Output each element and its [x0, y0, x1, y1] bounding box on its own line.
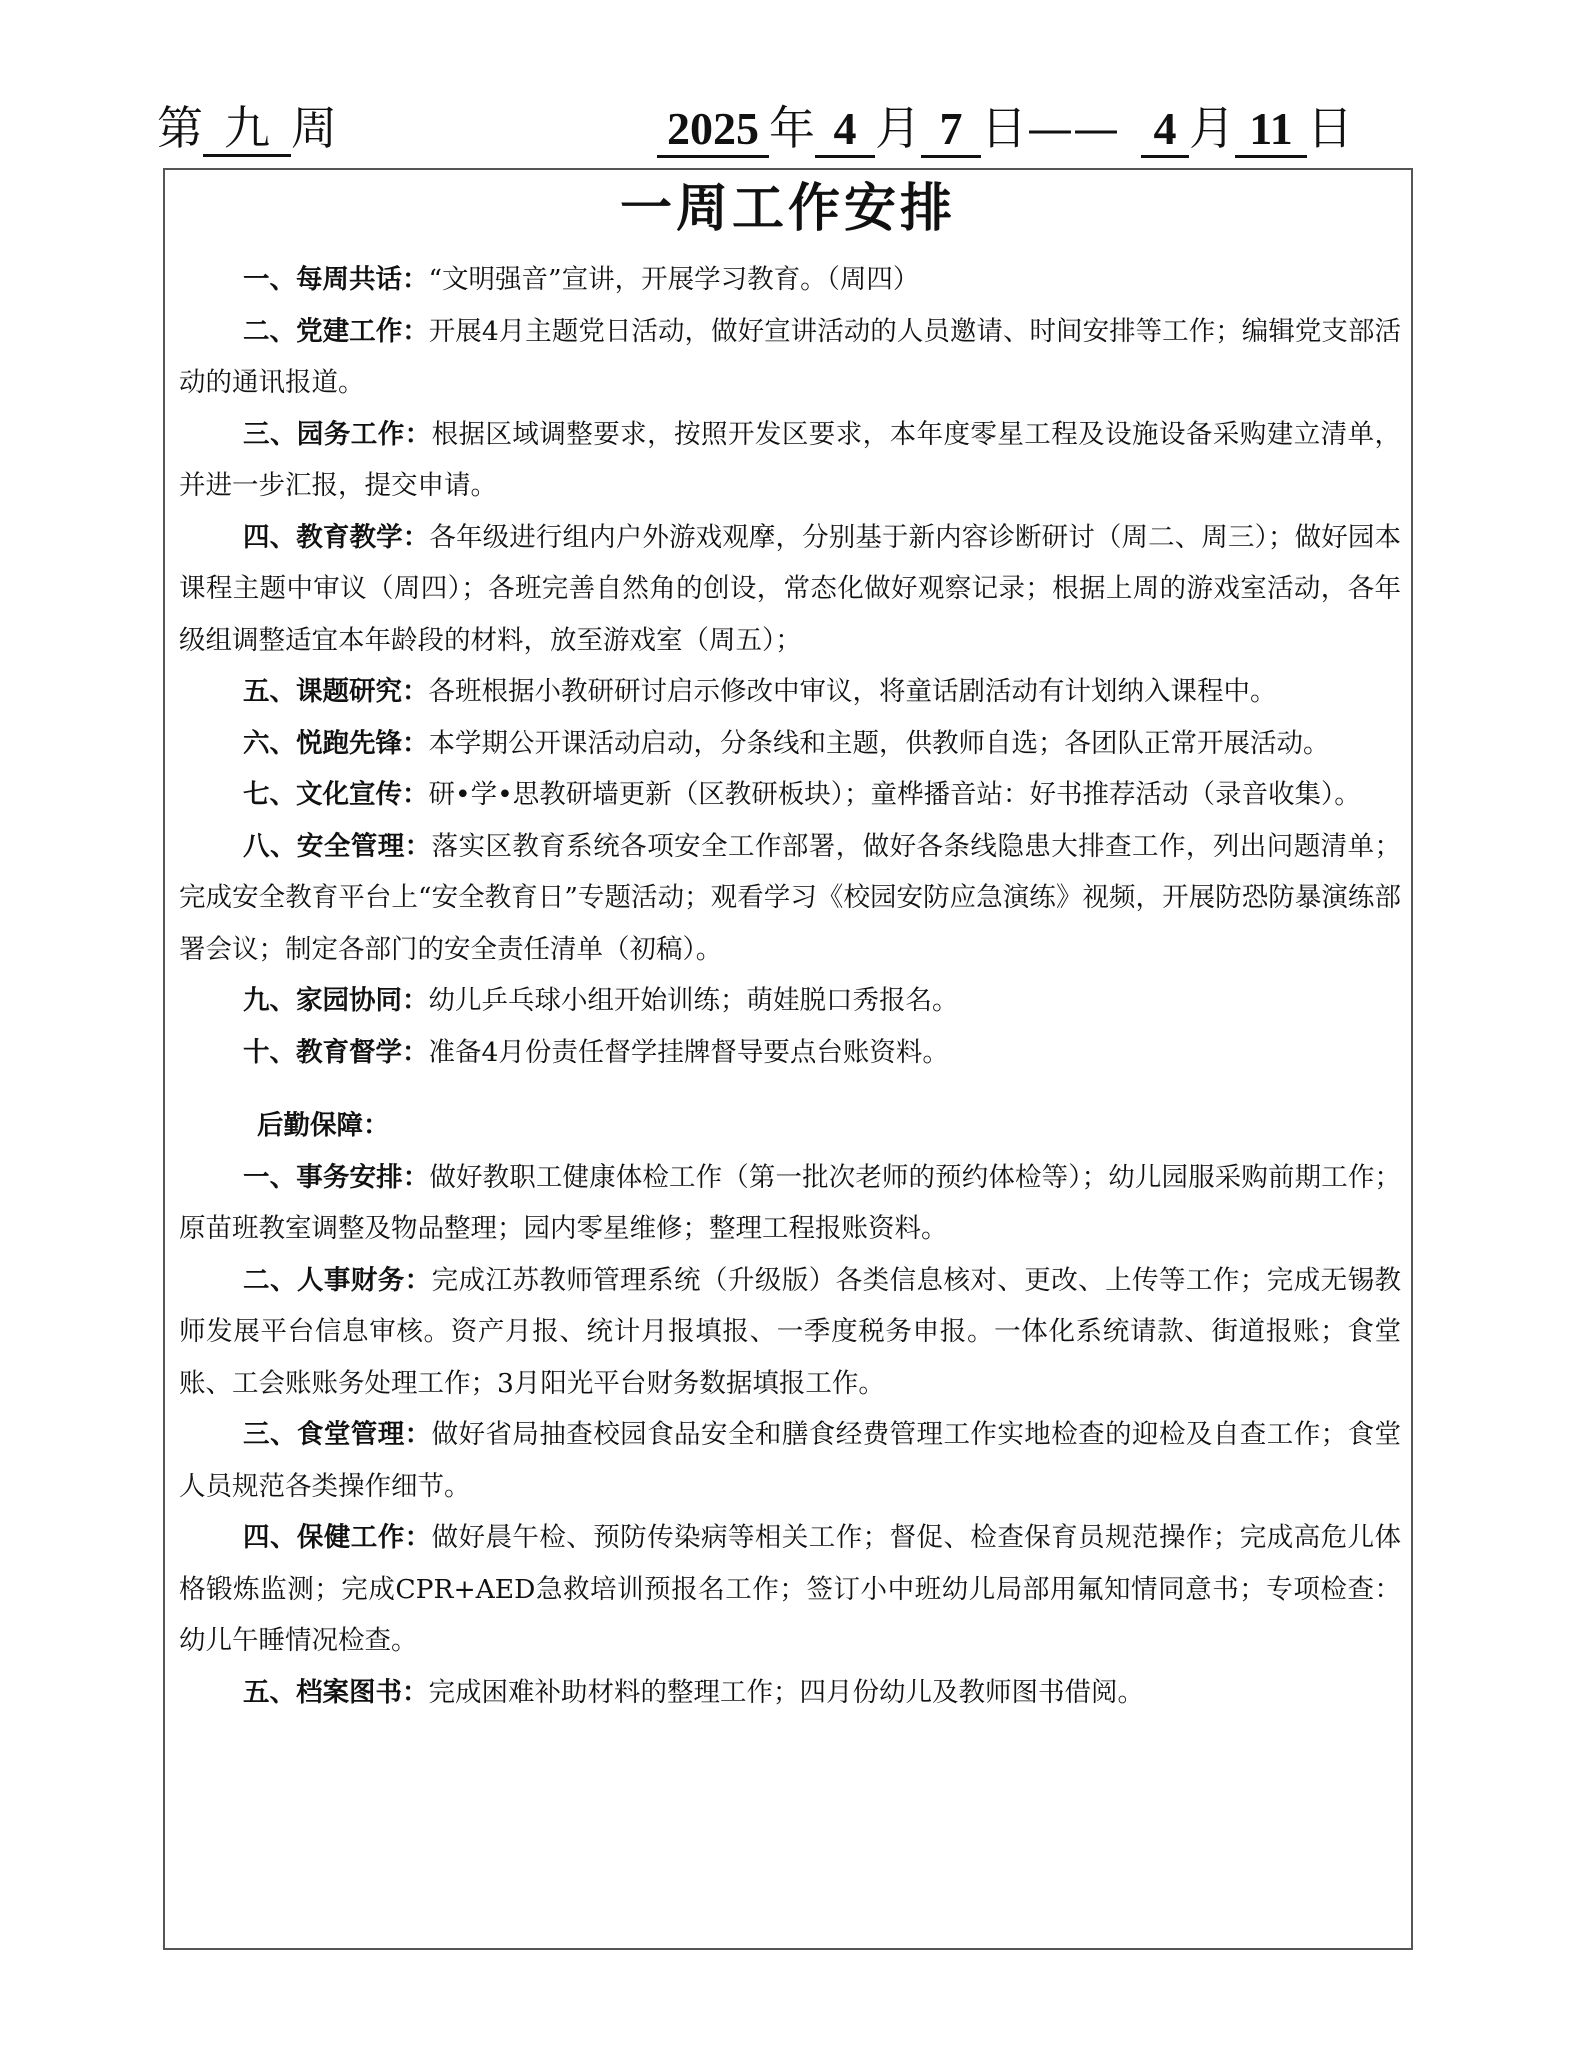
item-text: 各班根据小教研研讨启示修改中审议，将童话剧活动有计划纳入课程中。 [428, 676, 1277, 707]
work-item [179, 718, 1401, 770]
item-text: 幼儿乒乓球小组开始训练；萌娃脱口秀报名。 [428, 985, 959, 1016]
logistics-item [179, 1667, 1401, 1719]
item-text: 完成江苏教师管理系统（升级版）各类信息核对、更改、上传等工作；完成无锡教师发展平台信息审核。资产月报、统计月报填报、一季度税务申报。一体化系统请款、街道报账；食堂账、工会账账务处理工作；3月阳光平台财务数据填报工作。 [179, 1264, 1402, 1399]
week-prefix: 第 [157, 101, 203, 155]
item-label: 九、家园协同： [243, 985, 429, 1016]
work-item [179, 306, 1401, 409]
week-header [157, 96, 1387, 160]
year-char: 年 [769, 101, 815, 155]
item-text: 根据区域调整要求，按照开发区要求，本年度零星工程及设施设备采购建立清单，并进一步汇报，提交申请。 [179, 418, 1402, 501]
month-char-end: 月 [1189, 101, 1235, 155]
work-item [179, 1027, 1401, 1079]
work-item [179, 254, 1401, 306]
item-text: 做好省局抽查校园食品安全和膳食经费管理工作实地检查的迎检及自查工作；食堂人员规范各类操作细节。 [179, 1419, 1402, 1502]
work-item [179, 409, 1401, 512]
start-day: 7 [921, 103, 981, 158]
item-label: 四、教育教学： [243, 521, 430, 553]
date-range [657, 96, 1353, 160]
content-body [179, 254, 1401, 1718]
logistics-item [179, 1152, 1401, 1255]
item-text: 各年级进行组内户外游戏观摩，分别基于新内容诊断研讨（周二、周三）；做好园本课程主题中审议（周四）；各班完善自然角的创设，常态化做好观察记录；根据上周的游戏室活动，各年级组调整适宜本年龄段的材料，放至游戏室（周五）； [179, 521, 1402, 656]
item-text: 做好晨午检、预防传染病等相关工作；督促、检查保育员规范操作；完成高危儿体格锻炼监测；完成CPR+AED急救培训预报名工作；签订小中班幼儿局部用氟知情同意书；专项检查：幼儿午睡情况检查。 [179, 1522, 1402, 1656]
item-label: 一、事务安排： [243, 1161, 430, 1193]
item-text: 落实区教育系统各项安全工作部署，做好各条线隐患大排查工作，列出问题清单；完成安全教育平台上“安全教育日”专题活动；观看学习《校园安防应急演练》视频，开展防恐防暴演练部署会议；制定各部门的安全责任清单（初稿）。 [179, 830, 1402, 965]
start-month: 4 [815, 103, 875, 158]
item-label: 二、人事财务： [243, 1264, 432, 1296]
item-text: “文明强音”宣讲，开展学习教育。（周四） [428, 264, 920, 295]
month-char-start: 月 [875, 101, 921, 155]
logistics-item [179, 1409, 1401, 1512]
end-month: 4 [1141, 103, 1189, 158]
item-text: 开展4月主题党日活动，做好宣讲活动的人员邀请、时间安排等工作；编辑党支部活动的通讯报道。 [179, 315, 1401, 398]
item-label: 三、食堂管理： [243, 1419, 432, 1450]
work-item [179, 666, 1401, 718]
work-item [179, 821, 1401, 976]
day-char: 日 [1307, 101, 1353, 155]
item-label: 五、课题研究： [243, 676, 429, 707]
section-gap [179, 1078, 1401, 1100]
work-item [179, 975, 1401, 1027]
page-title: 一周工作安排 [619, 179, 956, 239]
item-label: 一、每周共话： [243, 264, 429, 295]
item-label: 七、文化宣传： [243, 779, 429, 810]
item-label: 四、保健工作： [243, 1522, 432, 1553]
year: 2025 [657, 103, 769, 158]
item-label: 六、悦跑先锋： [243, 727, 429, 759]
item-text: 准备4月份责任督学挂牌督导要点台账资料。 [428, 1036, 949, 1068]
week-label [157, 96, 337, 160]
item-label: 三、园务工作： [243, 418, 432, 450]
logistics-item [179, 1255, 1401, 1410]
logistics-item [179, 1512, 1401, 1667]
item-text: 做好教职工健康体检工作（第一批次老师的预约体检等）；幼儿园服采购前期工作；原苗班教室调整及物品整理；园内零星维修；整理工程报账资料。 [179, 1161, 1402, 1244]
work-item [179, 512, 1401, 667]
item-label: 八、安全管理： [243, 830, 432, 862]
item-text: 研•学•思教研墙更新（区教研板块）；童桦播音站：好书推荐活动（录音收集）。 [428, 779, 1361, 810]
item-text: 完成困难补助材料的整理工作；四月份幼儿及教师图书借阅。 [428, 1676, 1144, 1708]
week-number: 九 [203, 102, 291, 157]
end-day: 11 [1235, 103, 1307, 158]
work-item [179, 769, 1401, 821]
logistics-heading: 后勤保障： [257, 1110, 390, 1141]
item-text: 本学期公开课活动启动，分条线和主题，供教师自选；各团队正常开展活动。 [428, 727, 1330, 759]
day-dash: 日—— [981, 101, 1119, 155]
item-label: 十、教育督学： [243, 1036, 429, 1068]
week-suffix: 周 [291, 101, 337, 155]
item-label: 五、档案图书： [243, 1676, 429, 1708]
item-label: 二、党建工作： [243, 315, 429, 347]
